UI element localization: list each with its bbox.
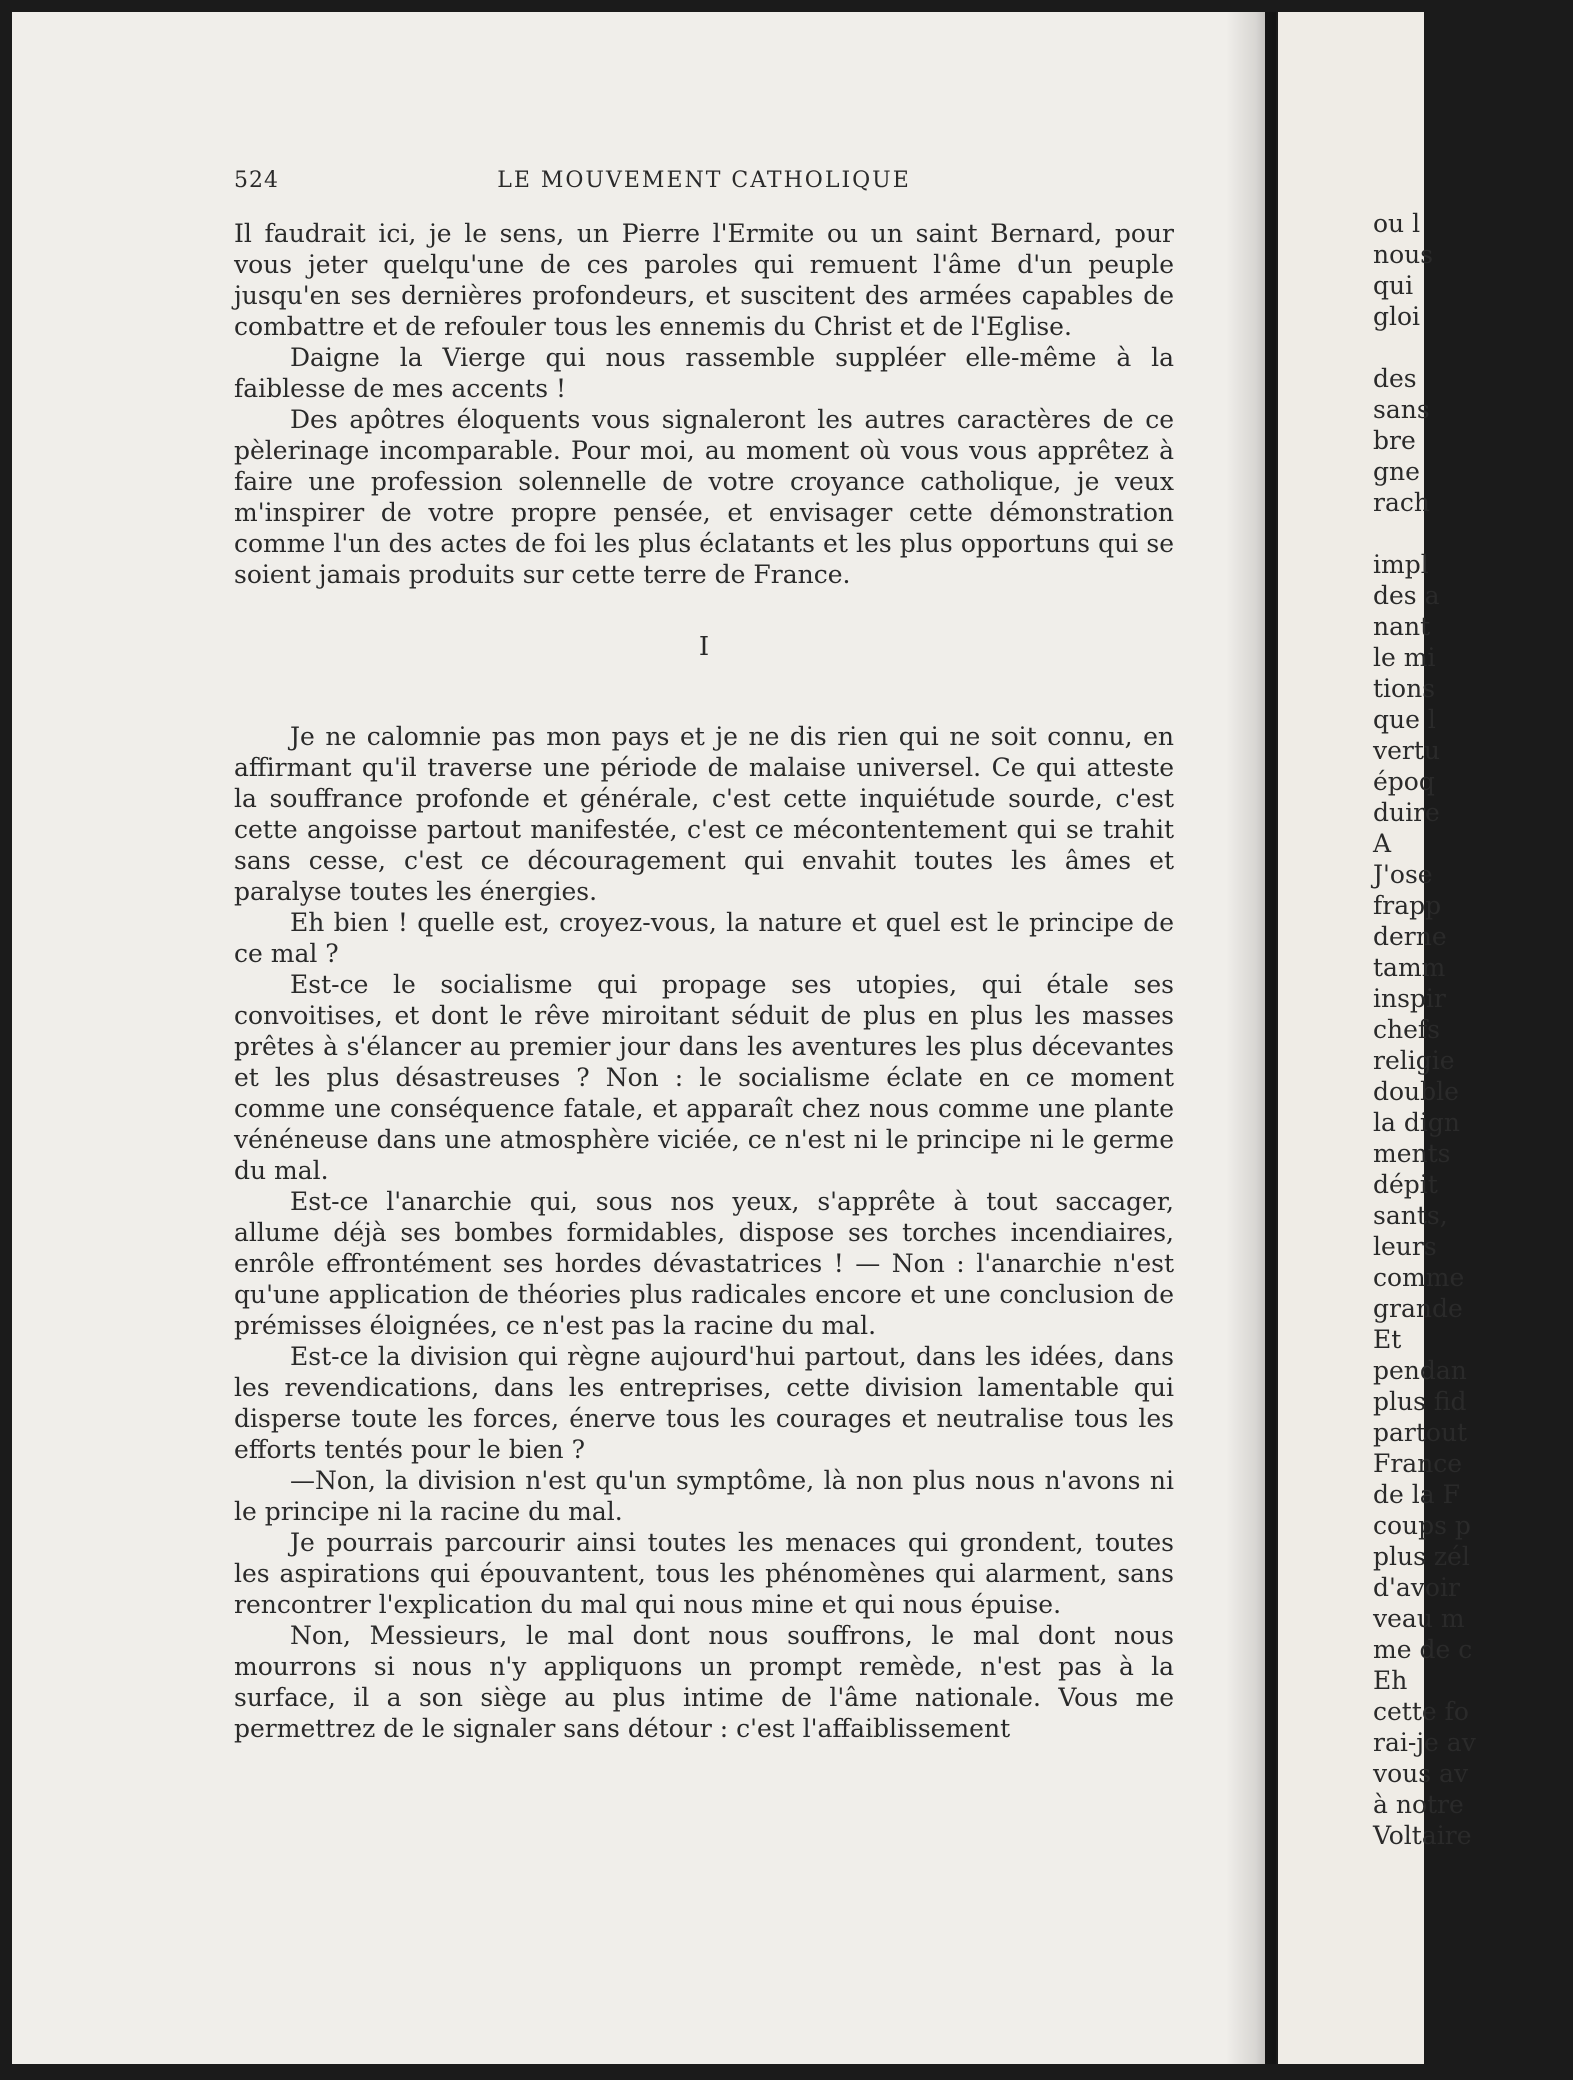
body-text — [234, 218, 1174, 1744]
right-page-line: vous av — [1373, 1759, 1469, 1788]
right-page-line — [1373, 332, 1573, 363]
right-page-line: impl — [1373, 550, 1429, 579]
right-page-line: tions — [1373, 674, 1436, 703]
right-page-line: religie — [1373, 1046, 1455, 1075]
right-page-line: derne — [1373, 922, 1447, 951]
right-page-line: rach — [1373, 488, 1430, 517]
right-page-line: pendan — [1373, 1356, 1467, 1385]
right-page-line: grande — [1373, 1294, 1463, 1323]
right-page-line: chefs — [1373, 1015, 1440, 1044]
right-page-line: double — [1373, 1077, 1459, 1106]
right-page-line: plus fid — [1373, 1387, 1467, 1416]
page-gutter-shadow — [1226, 12, 1276, 2064]
right-page-line: nant — [1373, 612, 1431, 641]
paragraph: Je pourrais parcourir ainsi toutes les menaces qui grondent, toutes les aspirations qui épouvantent, tous les phénomènes qui alarment, sans rencontrer l'explication du mal qui nous mine et qui nous épuise. — [234, 1528, 1174, 1619]
right-page-line: ments — [1373, 1139, 1451, 1168]
right-page-line: bre — [1373, 426, 1416, 455]
right-page-line: la dign — [1373, 1108, 1460, 1137]
right-page-line: J'ose — [1373, 860, 1433, 889]
right-page-line: France — [1373, 1449, 1463, 1478]
right-page-line: me de c — [1373, 1635, 1473, 1664]
paragraph: Est-ce le socialisme qui propage ses utopies, qui étale ses convoitises, et dont le rêve miroitant séduit de plus en plus les masses prêtes à s'élancer au premier jour dans les aventures les plus décevantes et les plus désastreuses ? Non : le socialisme éclate en ce moment comme une conséquence fatale, et apparaît chez nous comme une plante vénéneuse dans une atmosphère viciée, ce n'est ni le principe ni le germe du mal. — [234, 970, 1174, 1185]
right-page-line: d'avoir — [1373, 1573, 1460, 1602]
paragraph: Des apôtres éloquents vous signaleront les autres caractères de ce pèlerinage incomparable. Pour moi, au moment où vous vous apprêtez à faire une profession solennelle de votre croyance catholique, je veux m'inspirer de votre propre pensée, et envisager cette démonstration comme l'un des actes de foi les plus éclatants et les plus opportuns qui se soient jamais produits sur cette terre de France. — [234, 405, 1174, 589]
paragraph: Non, Messieurs, le mal dont nous souffrons, le mal dont nous mourrons si nous n'y appliquons un prompt remède, n'est pas à la surface, il a son siège au plus intime de l'âme nationale. Vous me permettrez de le signaler sans détour : c'est l'affaiblissement — [234, 1621, 1174, 1743]
right-page-line — [1373, 518, 1573, 549]
right-page-line: rai-je av — [1373, 1728, 1476, 1757]
right-page-line: que l — [1373, 705, 1436, 734]
right-page-line: cette fo — [1373, 1697, 1469, 1726]
right-page-line: partout — [1373, 1418, 1468, 1447]
right-page-line: gloi — [1373, 302, 1421, 331]
running-title: LE MOUVEMENT CATHOLIQUE — [497, 168, 911, 193]
right-page-line: A — [1373, 829, 1392, 858]
right-page — [1278, 12, 1476, 2064]
right-page-line: tamm — [1373, 953, 1446, 982]
right-page-line: à notre — [1373, 1790, 1464, 1819]
paragraph: Est-ce la division qui règne aujourd'hui partout, dans les idées, dans les revendications, dans les entreprises, cette division lamentable qui disperse toute les forces, énerve tous les courages et neutralise tous les efforts tentés pour le bien ? — [234, 1342, 1174, 1464]
right-page-line: frapp — [1373, 891, 1442, 920]
right-page-line: des a — [1373, 581, 1440, 610]
paragraph: Est-ce l'anarchie qui, sous nos yeux, s'apprête à tout saccager, allume déjà ses bombes formidables, dispose ses torches incendiaires, enrôle effrontément ses hordes dévastatrices ! — Non : l'anarchie n'est qu'une application de théories plus radicales encore et une conclusion de prémisses éloignées, ce n'est pas la racine du mal. — [234, 1187, 1174, 1340]
right-page-line: inspir — [1373, 984, 1446, 1013]
section-heading: I — [698, 632, 710, 662]
paragraph: Daigne la Vierge qui nous rassemble suppléer elle-même à la faiblesse de mes accents ! — [234, 343, 1174, 403]
right-page-line: le mi — [1373, 643, 1436, 672]
right-page-line: leurs — [1373, 1232, 1437, 1261]
right-page-line: dépit — [1373, 1170, 1438, 1199]
right-page-line: gne — [1373, 457, 1420, 486]
paragraph: Je ne calomnie pas mon pays et je ne dis rien qui ne soit connu, en affirmant qu'il traverse une période de malaise universel. Ce qui atteste la souffrance profonde et générale, c'est cette inquiétude sourde, c'est cette angoisse partout manifestée, c'est ce mécontentement qui se trahit sans cesse, c'est ce découragement qui envahit toutes les âmes et paralyse toutes les énergies. — [234, 722, 1174, 906]
right-page-line: époq — [1373, 767, 1435, 796]
paragraph: Eh bien ! quelle est, croyez-vous, la nature et quel est le principe de ce mal ? — [234, 908, 1174, 968]
right-page-line: Et — [1373, 1325, 1402, 1354]
right-page-line: plus zél — [1373, 1542, 1470, 1571]
right-page-line: veau m — [1373, 1604, 1465, 1633]
right-page-line: nous — [1373, 240, 1434, 269]
right-page-line: Voltaire — [1373, 1821, 1472, 1850]
right-page-line: vertu — [1373, 736, 1441, 765]
right-page-line: duire — [1373, 798, 1440, 827]
paragraph: —Non, la division n'est qu'un symptôme, là non plus nous n'avons ni le principe ni la racine du mal. — [234, 1466, 1174, 1526]
right-page-line: Eh — [1373, 1666, 1408, 1695]
right-page-line: ou l — [1373, 209, 1421, 238]
left-page — [12, 12, 1265, 2064]
right-page-line: coups p — [1373, 1511, 1471, 1540]
right-page-line: qui — [1373, 271, 1414, 300]
running-head — [234, 168, 1174, 198]
right-page-text — [1373, 208, 1573, 1851]
right-page-line: de la F — [1373, 1480, 1460, 1509]
right-page-line: comme — [1373, 1263, 1465, 1292]
paragraph: Il faudrait ici, je le sens, un Pierre l'Ermite ou un saint Bernard, pour vous jeter quelqu'une de ces paroles qui remuent l'âme d'un peuple jusqu'en ses dernières profondeurs, et suscitent des armées capables de combattre et de refouler tous les ennemis du Christ et de l'Eglise. — [234, 219, 1174, 341]
right-page-line: sants, — [1373, 1201, 1448, 1230]
right-page-line: sans — [1373, 395, 1430, 424]
right-page-line: des — [1373, 364, 1417, 393]
page-number: 524 — [234, 168, 279, 193]
